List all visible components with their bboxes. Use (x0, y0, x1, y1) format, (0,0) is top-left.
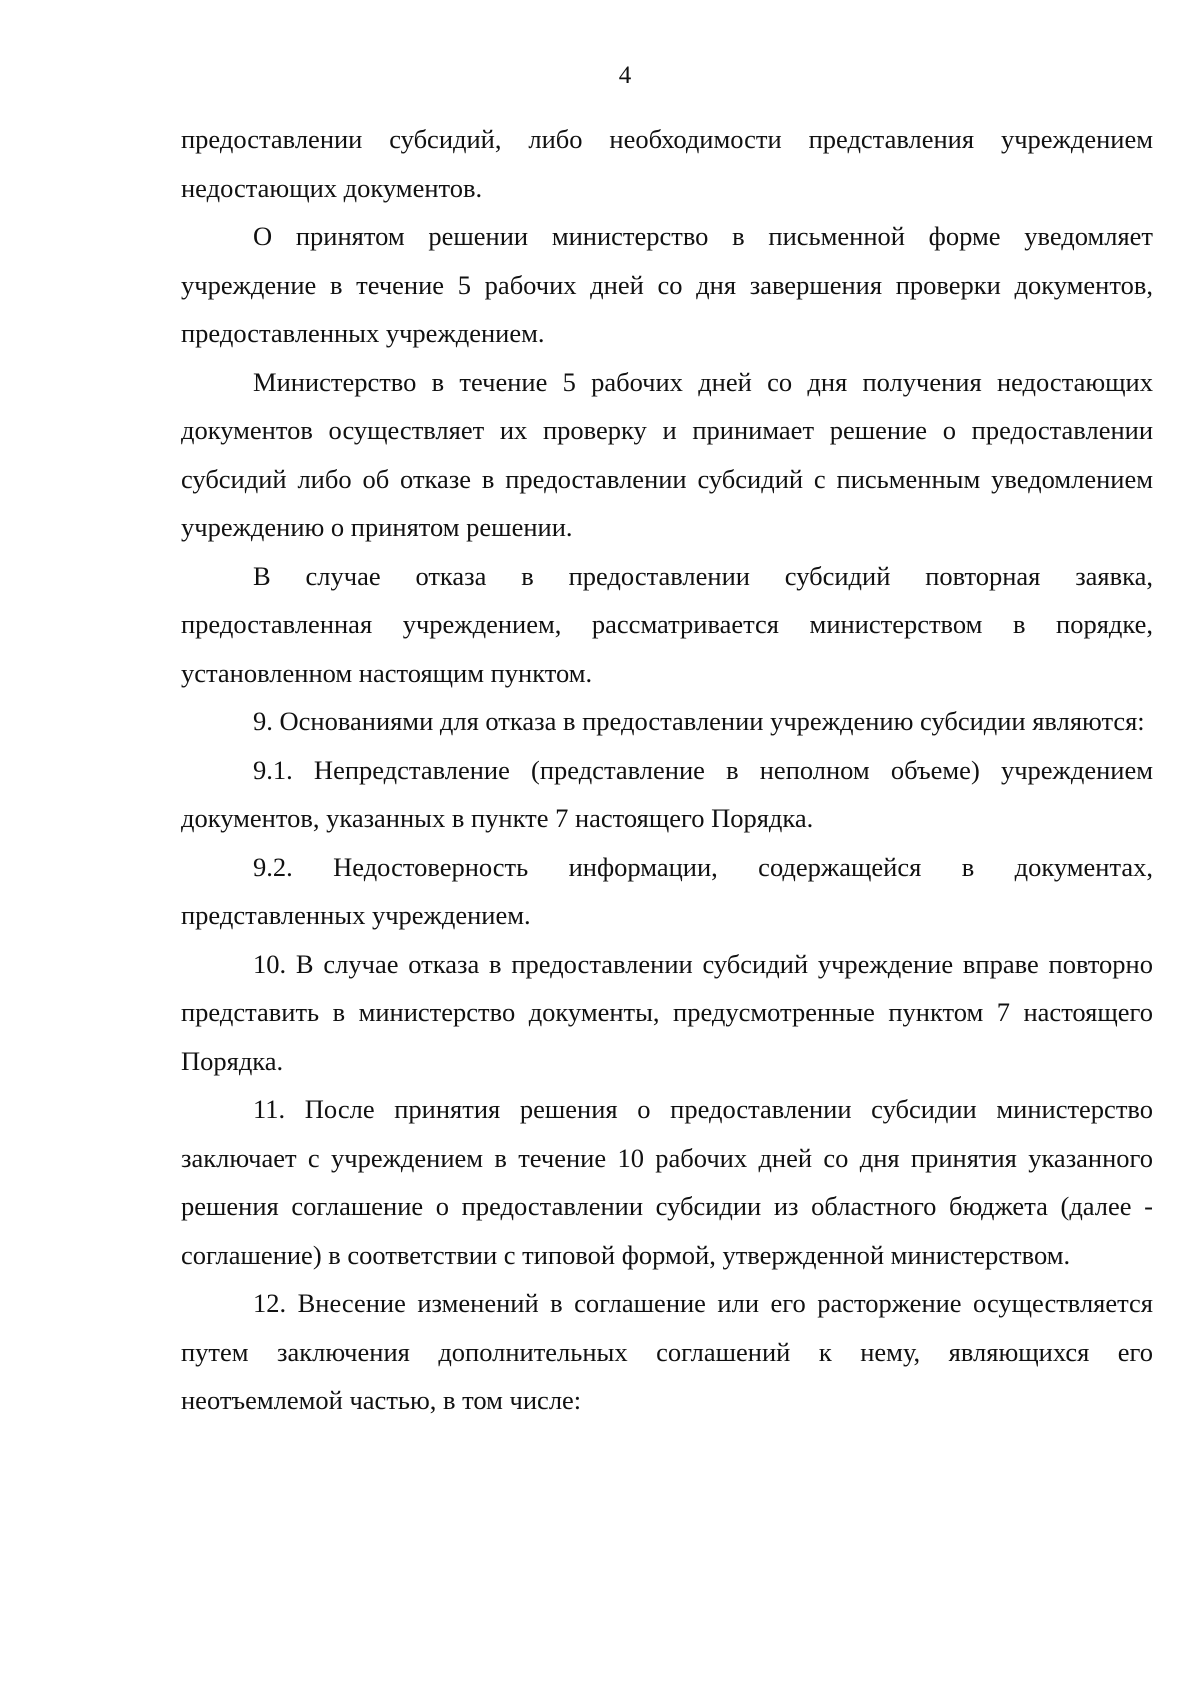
paragraph-2: О принятом решении министерство в письменной форме уведомляет учреждение в течение 5 рабочих дней со дня завершения проверки документов, предоставленных учреждением. (181, 221, 1153, 348)
paragraph-3: Министерство в течение 5 рабочих дней со дня получения недостающих документов осуществляет их проверку и принимает решение о предоставлении субсидий либо об отказе в предоставлении субсидий с письменным уведомлением учреждению о принятом решении. (181, 366, 1153, 542)
paragraph-9: 11. После принятия решения о предоставлении субсидии министерство заключает с учреждением в течение 10 рабочих дней со дня принятия указанного решения соглашение о предоставлении субсидии из областного бюджета (далее - соглашение) в соответствии с типовой формой, утвержденной министерством. (181, 1094, 1153, 1270)
page-number: 4 (618, 62, 632, 89)
document-body (181, 115, 1153, 1425)
paragraph-1: предоставлении субсидий, либо необходимости представления учреждением недостающих документов. (181, 124, 1153, 203)
paragraph-4: В случае отказа в предоставлении субсидий повторная заявка, предоставленная учреждением, рассматривается министерством в порядке, установленном настоящим пунктом. (181, 560, 1153, 688)
paragraph-8: 10. В случае отказа в предоставлении субсидий учреждение вправе повторно представить в министерство документы, предусмотренные пунктом 7 настоящего Порядка. (181, 948, 1153, 1076)
paragraph-7: 9.2. Недостоверность информации, содержащейся в документах, представленных учреждением. (181, 851, 1153, 930)
paragraph-10: 12. Внесение изменений в соглашение или его расторжение осуществляется путем заключения дополнительных соглашений к нему, являющихся его неотъемлемой частью, в том числе: (181, 1288, 1153, 1415)
paragraph-5: 9. Основаниями для отказа в предоставлении учреждению субсидии являются: (253, 706, 1145, 736)
paragraph-6: 9.1. Непредставление (представление в неполном объеме) учреждением документов, указанных в пункте 7 настоящего Порядка. (181, 754, 1153, 833)
